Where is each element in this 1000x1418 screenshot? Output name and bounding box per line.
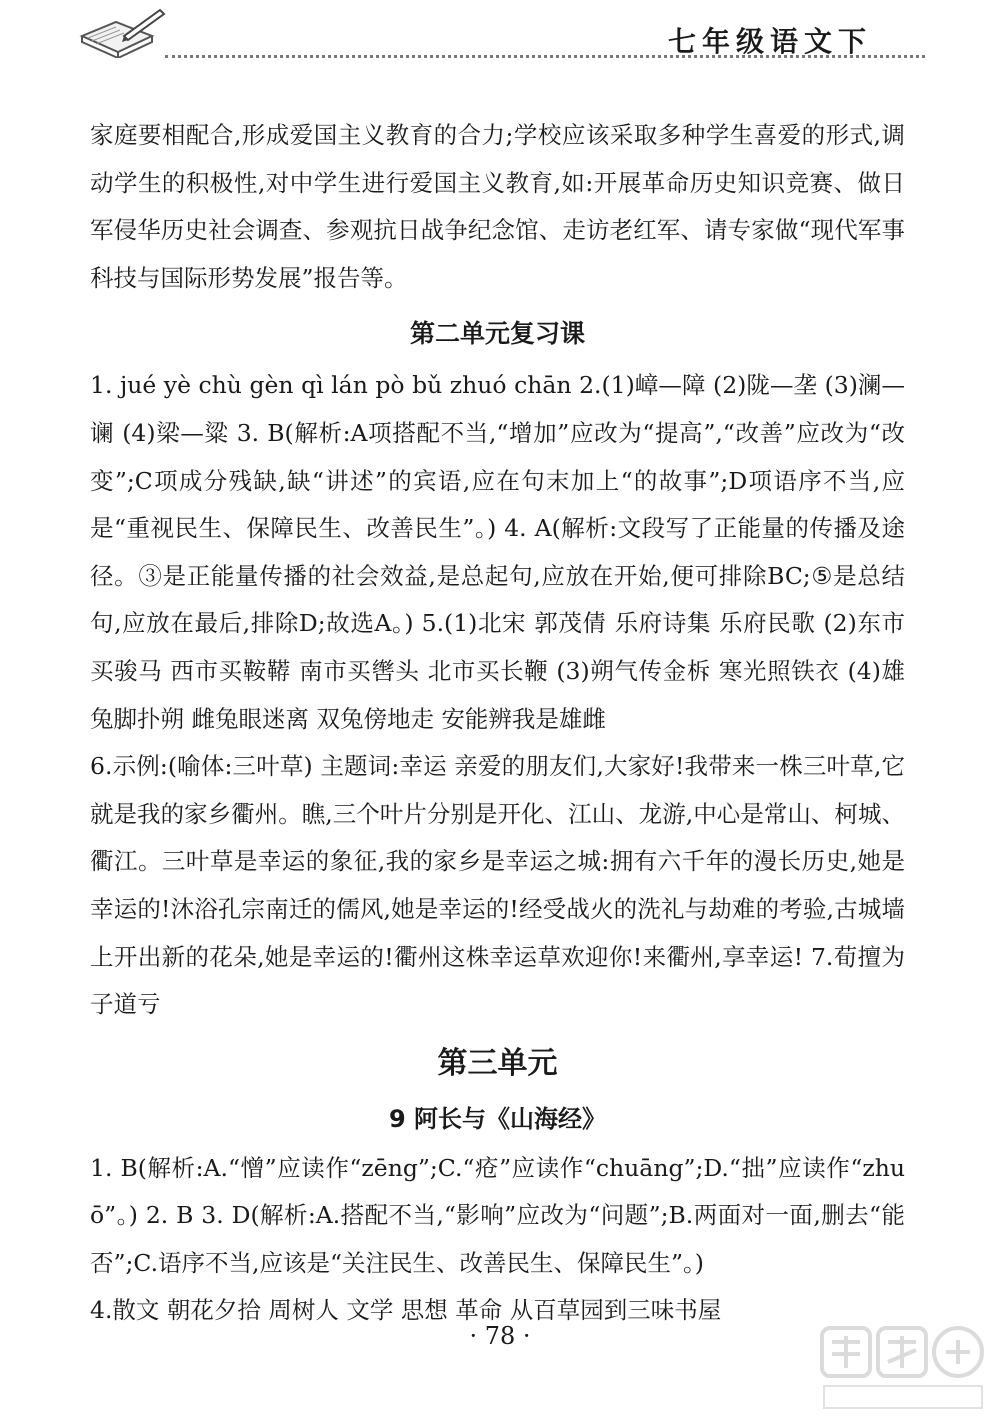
- book-pen-logo-icon: [78, 6, 168, 62]
- lesson9-heading: 9 阿长与《山海经》: [388, 1104, 607, 1133]
- unit3-heading: 第三单元: [437, 1045, 558, 1081]
- page-number: · 78 ·: [469, 1322, 531, 1350]
- unit2-answers-paragraph: 1. jué yè chù gèn qì lán pò bǔ zhuó chān 2.(1)嶂—障 (2)陇—垄 (3)澜—谰 (4)梁—粱 3. B(解析:A项搭配不当,“增加”应改为“提高”,“改善”应改为“改变”;C项成分残缺,缺“讲述”的宾语,应在句末加上“的故事”;D项语序不当,应是“重视民生、保障民生、改善民生”。) 4. A(解析:文段写了正能量的传播及途径。③是正能量传播的社会效益,是总起句,应放在开始,便可排除BC;⑤是总结句,应放在最后,排除D;故选A。) 5.(1)北宋 郭茂倩 乐府诗集 乐府民歌 (2)东市买骏马 西市买鞍鞯 南市买辔头 北市买长鞭 (3)朔气传金柝 寒光照铁衣 (4)雄兔脚扑朔 雌兔眼迷离 双兔傍地走 安能辨我是雄雌: [90, 371, 905, 733]
- page-header: [0, 0, 1000, 70]
- unit2-example-paragraph: 6.示例:(喻体:三叶草) 主题词:幸运 亲爱的朋友们,大家好!我带来一株三叶草,它就是我的家乡衢州。瞧,三个叶片分别是开化、江山、龙游,中心是常山、柯城、衢江。三叶草是幸运的象征,我的家乡是幸运之城:拥有六千年的漫长历史,她是幸运的!沐浴孔宗南迁的儒风,她是幸运的!经受战火的洗礼与劫难的考验,古城墙上开出新的花朵,她是幸运的!衢州这株幸运草欢迎你!来衢州,享幸运! 7.荀擅为 子道亏: [90, 752, 905, 1019]
- header-title: 七年级语文下: [667, 25, 872, 58]
- header-divider: [165, 55, 925, 58]
- intro-paragraph: 家庭要相配合,形成爱国主义教育的合力;学校应该采取多种学生喜爱的形式,调动学生的积极性,对中学生进行爱国主义教育,如:开展革命历史知识竞赛、做日军侵华历史社会调查、参观抗日战争纪念馆、走访老红军、请专家做“现代军事科技与国际形势发展”报告等。: [90, 121, 905, 292]
- section-heading-unit2-review: 第二单元复习课: [409, 319, 585, 349]
- lesson9-answers-paragraph: 1. B(解析:A.“憎”应读作“zēng”;C.“疮”应读作“chuāng”;D.“拙”应读作“zhuō”。) 2. B 3. D(解析:A.搭配不当,“影响”应改为“问题”;B.两面对一面,删去“能否”;C.语序不当,应该是“关注民生、改善民生、保障民生”。): [90, 1153, 905, 1277]
- page-content: [90, 112, 905, 1335]
- lesson9-answers-paragraph-2: 4.散文 朝花夕拾 周树人 文学 思想 革命 从百草园到三味书屋: [90, 1296, 722, 1325]
- answer-watermark-icon: [818, 1322, 988, 1416]
